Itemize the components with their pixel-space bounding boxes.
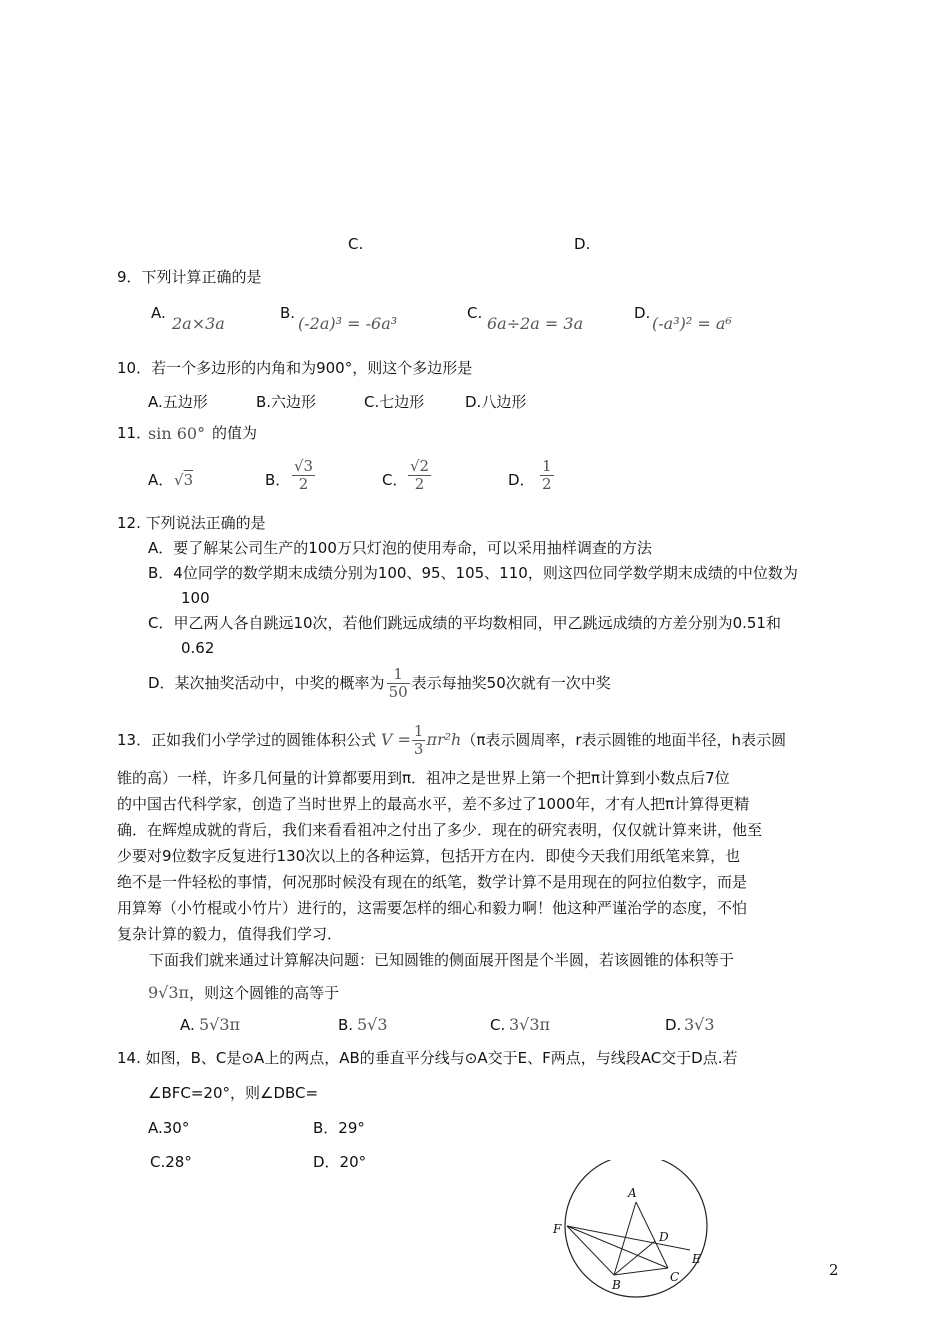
q9-c-label: C. xyxy=(467,304,483,322)
q13-volume-expr: 9√3π xyxy=(148,983,190,1002)
q12-option-c-line1: C．甲乙两人各自跳远10次，若他们跳远成绩的平均数相同，甲乙跳远成绩的方差分别为0.51和 xyxy=(148,614,781,632)
q12-option-b-line1: B．4位同学的数学期末成绩分别为100、95、105、110，则这四位同学数学期末成绩的中位数为 xyxy=(148,564,798,582)
q11-c-label: C． xyxy=(382,471,408,489)
q11-a-radicand: 3 xyxy=(183,471,194,489)
q11-number: 11． xyxy=(117,424,152,442)
q11-stem-tail: 的值为 xyxy=(212,424,258,442)
q13-line6: 绝不是一件轻松的事情，何况那时候没有现在的纸笔，数学计算不是用现在的阿拉伯数字，而是 xyxy=(117,873,748,891)
q8-option-c: C. xyxy=(348,235,364,253)
label-f: F xyxy=(553,1222,562,1236)
q13-l1-post: （π表示圆周率，r表示圆锥的地面半径，h表示圆 xyxy=(461,731,787,749)
q8-option-d: D. xyxy=(574,235,591,253)
q13-line1 xyxy=(117,723,786,758)
q9-a-expr: 2a×3a xyxy=(172,314,225,333)
q14-line1: 14. 如图，B、C是⊙A上的两点，AB的垂直平分线与⊙A交于E、F两点，与线段AC交于D点.若 xyxy=(117,1049,738,1067)
q11-c-numerator: √2 xyxy=(410,457,430,475)
q10-option-d: D.八边形 xyxy=(465,393,527,411)
page-number: 2 xyxy=(829,1261,839,1279)
q10-option-c: C.七边形 xyxy=(364,393,425,411)
label-a: A xyxy=(628,1186,637,1200)
q13-frac-num: 1 xyxy=(413,722,424,740)
q13-line3: 的中国古代科学家，创造了当时世界上的最高水平，差不多过了1000年，才有人把π计算得更精 xyxy=(117,795,750,813)
q12-d-numerator: 1 xyxy=(387,666,410,684)
q9-b-expr: (-2a)³ = -6a³ xyxy=(298,314,398,333)
q11-b-numerator: √3 xyxy=(294,457,314,475)
q13-line5: 少要对9位数字反复进行130次以上的各种运算，包括开方在内．即使今天我们用纸笔来算，也 xyxy=(117,847,741,865)
q13-a-label: A. xyxy=(180,1016,195,1034)
q9-c-expr: 6a÷2a = 3a xyxy=(487,314,584,333)
q11-d-label: D． xyxy=(508,471,535,489)
q13-formula-left: V = xyxy=(380,730,411,749)
q10-option-a: A.五边形 xyxy=(148,393,208,411)
q13-b-value: 5√3 xyxy=(357,1015,388,1034)
q11-expr: sin 60° xyxy=(148,424,206,443)
q13-passage xyxy=(117,765,839,973)
q12-d-post: 表示每抽奖50次就有一次中奖 xyxy=(411,674,611,692)
q13-c-value: 3√3π xyxy=(509,1015,551,1034)
q9-b-label: B. xyxy=(280,304,296,322)
q13-c-label: C. xyxy=(490,1016,506,1034)
q12-option-b-line2: 100 xyxy=(181,589,210,607)
q12-d-pre: D．某次抽奖活动中，中奖的概率为 xyxy=(148,674,385,692)
q11-c-fraction xyxy=(408,458,431,493)
circle-a xyxy=(565,1160,707,1297)
q13-formula-right: πr²h xyxy=(426,730,462,749)
q13-frac-den: 3 xyxy=(413,740,424,758)
q10-stem: 10．若一个多边形的内角和为900°，则这个多边形是 xyxy=(117,359,473,377)
segment-bc xyxy=(614,1268,668,1275)
q12-option-d xyxy=(148,666,611,701)
q13-line8: 复杂计算的毅力，值得我们学习． xyxy=(117,925,343,943)
q12-d-denominator: 50 xyxy=(388,683,408,701)
label-e: E xyxy=(692,1252,701,1266)
q14-option-d: D．20° xyxy=(313,1153,367,1171)
q10-option-b: B.六边形 xyxy=(256,393,317,411)
q13-d-label: D. xyxy=(665,1016,682,1034)
q14-option-b: B．29° xyxy=(313,1119,365,1137)
q12-option-a: A．要了解某公司生产的100万只灯泡的使用寿命，可以采用抽样调查的方法 xyxy=(148,539,652,557)
q9-d-expr: (-a³)² = a⁶ xyxy=(652,314,732,333)
q9-d-label: D. xyxy=(634,304,651,322)
q13-d-value: 3√3 xyxy=(684,1015,715,1034)
q13-line9: 下面我们就来通过计算解决问题：已知圆锥的侧面展开图是个半圆，若该圆锥的体积等于 xyxy=(149,951,735,969)
q13-l10-post: ，则这个圆锥的高等于 xyxy=(189,984,340,1002)
q14-option-c: C.28° xyxy=(150,1153,192,1171)
q13-line4: 确．在辉煌成就的背后，我们来看看祖冲之付出了多少．现在的研究表明，仅仅就计算来讲，他至 xyxy=(117,821,763,839)
label-c: C xyxy=(670,1270,680,1284)
q13-line7: 用算筹（小竹棍或小竹片）进行的，这需要怎样的细心和毅力啊！他这种严谨治学的态度，不怕 xyxy=(117,899,748,917)
label-b: B xyxy=(612,1278,621,1292)
q14-option-a: A.30° xyxy=(148,1119,190,1137)
q14-line2: ∠BFC=20°，则∠DBC= xyxy=(148,1084,319,1102)
q13-line2: 锥的高）一样，许多几何量的计算都要用到π．祖冲之是世界上第一个把π计算到小数点后7位 xyxy=(117,769,730,787)
q11-b-label: B． xyxy=(265,471,291,489)
q11-a-value: √3 xyxy=(174,471,194,489)
q11-a-label: A． xyxy=(148,471,174,489)
q13-l1-pre: 13．正如我们小学学过的圆锥体积公式 xyxy=(117,731,377,749)
q12-stem: 12. 下列说法正确的是 xyxy=(117,514,266,532)
q11-d-denominator: 2 xyxy=(542,475,552,493)
q13-b-label: B. xyxy=(338,1016,354,1034)
q9-stem: 9．下列计算正确的是 xyxy=(117,268,262,286)
q9-a-label: A. xyxy=(151,304,166,322)
q12-option-c-line2: 0.62 xyxy=(181,639,215,657)
q11-b-fraction xyxy=(292,458,315,493)
segment-fe xyxy=(567,1226,690,1250)
q11-b-denominator: 2 xyxy=(298,475,309,493)
q14-geometry-figure xyxy=(545,1160,715,1300)
label-d: D xyxy=(659,1230,669,1244)
q11-d-numerator: 1 xyxy=(542,457,552,475)
q11-d-fraction xyxy=(540,458,554,493)
q11-c-denominator: 2 xyxy=(414,475,425,493)
q13-line10 xyxy=(148,983,339,1003)
q13-a-value: 5√3π xyxy=(199,1015,241,1034)
segment-bd xyxy=(614,1241,655,1275)
